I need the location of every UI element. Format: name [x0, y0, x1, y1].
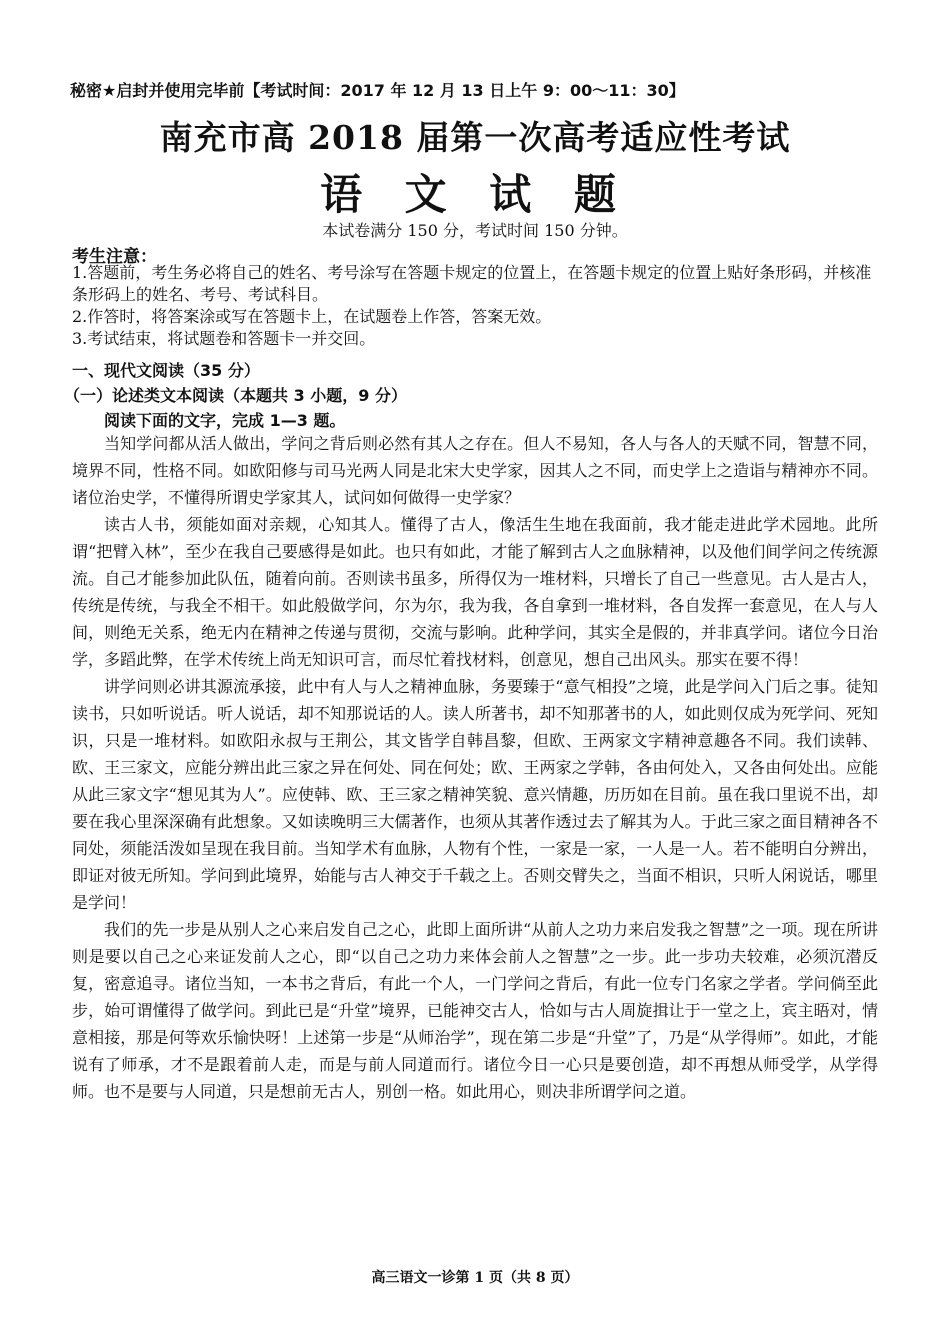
- reading-instruction: 阅读下面的文字，完成 1—3 题。: [104, 411, 346, 430]
- exam-title: 南充市高 2018 届第一次高考适应性考试: [159, 118, 791, 157]
- passage-paragraph: 我们的先一步是从别人之心来启发自己之心，此即上面所讲“从前人之功力来启发我之智慧”之一项。现在所讲则是要以自己之心来证发前人之心，即“以自己之功力来体会前人之智慧”之一步。此一步功夫较难，必须沉潜反复，密意追寻。诸位当知，一本书之背后，有此一个人，一门学问之背后，有此一位专门名家之学者。学问倘至此步，始可谓懂得了做学问。到此已是“升堂”境界，已能神交古人，恰如与古人周旋揖让于一堂之上，宾主晤对，情意相接，那是何等欢乐愉快呀！上述第一步是“从师治学”，现在第二步是“升堂”了，乃是“从学得师”。如此，才能说有了师承，才不是跟着前人走，而是与前人同道而行。诸位今日一心只是要创造，却不再想从师受学，从学得师。也不是要与人同道，只是想前无古人，别创一格。如此用心，则决非所谓学问之道。: [72, 920, 878, 1101]
- subsection-heading: （一）论述类文本阅读（本题共 3 小题，9 分）: [64, 386, 407, 405]
- reading-passage: [72, 430, 878, 1105]
- passage-paragraph: 当知学问都从活人做出，学问之背后则必然有其人之存在。但人不易知，各人与各人的天赋不同，智慧不同，境界不同，性格不同。如欧阳修与司马光两人同是北宋大史学家，因其人之不同，而史学上之造诣与精神亦不同。诸位治史学，不懂得所谓史学家其人，试问如何做得一史学家？: [72, 434, 878, 507]
- notice-item: 3.考试结束，将试题卷和答题卡一并交回。: [72, 329, 376, 348]
- page-footer: 高三语文一诊第 1 页（共 8 页）: [371, 1270, 579, 1286]
- notice-list: [72, 262, 878, 350]
- part-heading: 一、现代文阅读（35 分）: [72, 361, 260, 380]
- notice-item: 1.答题前，考生务必将自己的姓名、考号涂写在答题卡规定的位置上，在答题卡规定的位置上贴好条形码，并核准条形码上的姓名、考号、考试科目。: [72, 263, 872, 304]
- exam-info: 本试卷满分 150 分，考试时间 150 分钟。: [322, 221, 628, 240]
- passage-paragraph: 读古人书，须能如面对亲觌，心知其人。懂得了古人，像活生生地在我面前，我才能走进此学术园地。此所谓“把臂入林”，至少在我自己要感得是如此。也只有如此，才能了解到古人之血脉精神，以及他们间学问之传统源流。自己才能参加此队伍，随着向前。否则读书虽多，所得仅为一堆材料，只增长了自己一些意见。古人是古人，传统是传统，与我全不相干。如此般做学问，尔为尔，我为我，各自拿到一堆材料，各自发挥一套意见，在人与人间，则绝无关系，绝无内在精神之传递与贯彻，交流与影响。此种学问，其实全是假的，并非真学问。诸位今日治学，多蹈此弊，在学术传统上尚无知识可言，而尽忙着找材料，创意见，想自己出风头。那实在要不得！: [72, 515, 878, 669]
- notice-heading: 考生注意：: [72, 247, 157, 267]
- notice-item: 2.作答时，将答案涂或写在答题卡上，在试题卷上作答，答案无效。: [72, 307, 552, 326]
- confidential-header: 秘密★启封并使用完毕前【考试时间：2017 年 12 月 13 日上午 9：00～11：30】: [70, 81, 685, 100]
- passage-paragraph: 讲学问则必讲其源流承接，此中有人与人之精神血脉，务要臻于“意气相投”之境，此是学问入门后之事。徒知读书，只如听说话。听人说话，却不知那说话的人。读人所著书，却不知那著书的人，如此则仅成为死学问、死知识，只是一堆材料。如欧阳永叔与王荆公，其文皆学自韩昌黎，但欧、王两家文字精神意趣各不同。我们读韩、欧、王三家文，应能分辨出此三家之异在何处、同在何处；欧、王两家之学韩，各由何处入，又各由何处出。应能从此三家文字“想见其为人”。应使韩、欧、王三家之精神笑貌、意兴情趣，历历如在目前。虽在我口里说不出，却要在我心里深深确有此想象。又如读晚明三大儒著作，也须从其著作透过去了解其为人。于此三家之面目精神各不同处，须能活泼如呈现在我目前。当知学术有血脉，人物有个性，一家是一家，一人是一人。若不能明白分辨出，即证对彼无所知。学问到此境界，始能与古人神交于千载之上。否则交臂失之，当面不相识，只听人闲说话，哪里是学问！: [72, 677, 878, 912]
- subject-title: 语 文 试 题: [320, 170, 630, 219]
